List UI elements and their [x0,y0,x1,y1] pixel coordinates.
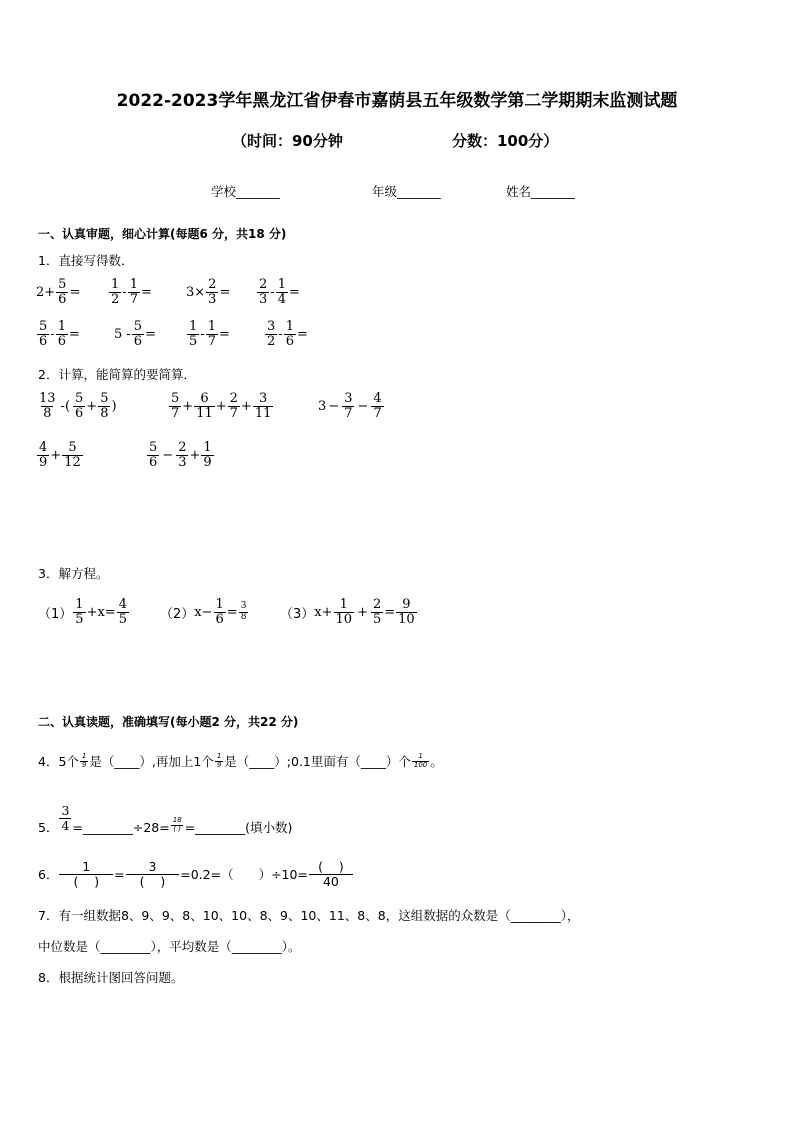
q1-item-8: $\frac{3}{2}$ - $\frac{1}{6}$ = [267,319,308,350]
grade-field[interactable]: 年级_______ [372,184,441,199]
q1-item-6: 5 - $\frac{5}{6}$ = [114,319,156,350]
q2-item-4: $\frac{4}{9}$ + $\frac{5}{12}$ [39,440,81,471]
q4-number: 4．5个 [38,754,79,769]
question-6: 6． $\frac{1}{( )}$ = $\frac{3}{( )}$ =0.2=（ ）÷10= $\frac{( )}{40}$ [38,860,354,889]
question-5 [38,800,292,836]
q5-text-2: =________(填小数) [184,820,293,835]
q3-label-3: （3） [280,607,315,623]
q2-item-3: 3 − $\frac{3}{7}$ − $\frac{4}{7}$ [318,391,382,422]
q1-item-7: $\frac{1}{5}$ - $\frac{1}{7}$ = [189,319,230,350]
section-2-heading: 二、认真读题，准确填写(每小题2 分，共22 分) [38,715,299,729]
q4-fraction-2: $\frac{1}{9}$ [216,751,222,769]
question-3-prompt: 3．解方程。 [38,566,109,581]
school-field[interactable]: 学校_______ [211,184,280,199]
q4-text-2: 是（____）;0.1里面有（____）个 [224,754,411,769]
q2-item-2: $\frac{5}{7}$ + $\frac{6}{11}$ + $\frac{2}{7}$ + $\frac{3}{11}$ [171,391,272,422]
question-4 [38,752,443,770]
q2-item-5: $\frac{5}{6}$ − $\frac{2}{3}$ + $\frac{1}{9}$ [149,440,212,471]
q1-item-5: $\frac{5}{6}$ - $\frac{1}{6}$ = [39,319,80,350]
q3-equation-1: （1） $\frac{1}{5}$ +x= $\frac{4}{5}$ [38,597,127,628]
q6-fraction-2: $\frac{3}{( )}$ [126,860,180,889]
q3-equation-2: （2） x− $\frac{1}{6}$ = $\frac{3}{8}$ [160,597,247,628]
page-title: 2022-2023学年黑龙江省伊春市嘉荫县五年级数学第二学期期末监测试题 [116,91,678,111]
question-7-line-1: 7．有一组数据8、9、9、8、10、10、8、9、10、11、8、8，这组数据的众数是（________）， [38,908,580,923]
q1-item-2: $\frac{1}{2}$ - $\frac{1}{7}$ = [111,277,152,308]
q4-text-3: 。 [430,754,443,769]
q2-item-1: $\frac{13}{8}$ -( $\frac{5}{6}$ + $\frac{5}{8}$ ) [39,391,117,422]
q6-fraction-1: $\frac{1}{( )}$ [59,860,113,889]
q4-fraction-1: $\frac{1}{9}$ [81,751,87,769]
q3-label-2: （2） [160,607,195,623]
q5-fraction-2: $\frac{18}{( )}$ [172,815,182,833]
q6-text-1: =0.2=（ ）÷10= [180,867,308,883]
name-field[interactable]: 姓名_______ [506,184,575,199]
question-8-prompt: 8．根据统计图回答问题。 [38,970,184,985]
q4-text-1: 是（____）,再加上1个 [89,754,214,769]
q5-number: 5． [38,820,59,835]
q3-label-1: （1） [38,607,73,623]
q1-item-1: 2+ $\frac{5}{6}$ = [36,277,81,308]
section-1-heading: 一、认真审题，细心计算(每题6 分，共18 分) [38,227,287,241]
exam-time: （时间：90分钟 [232,132,343,150]
q1-item-4: $\frac{2}{3}$ - $\frac{1}{4}$ = [259,277,300,308]
q5-text-1: =________÷28= [72,819,170,835]
q1-item-3: 3× $\frac{2}{3}$ = [186,277,231,308]
question-2-prompt: 2．计算，能简算的要简算． [38,367,196,382]
exam-score: 分数：100分） [452,132,559,150]
q3-equation-3: （3） x+ $\frac{1}{10}$ + $\frac{2}{5}$ = $\frac{9}{10}$ [280,597,415,628]
question-1-prompt: 1．直接写得数． [38,253,134,268]
question-7-line-2: 中位数是（________），平均数是（________）。 [38,939,301,954]
q4-fraction-3: $\frac{1}{100}$ [413,751,428,769]
q6-number: 6． [38,867,59,883]
q5-fraction-1: $\frac{3}{4}$ [61,802,70,833]
q6-fraction-3: $\frac{( )}{40}$ [309,860,353,889]
